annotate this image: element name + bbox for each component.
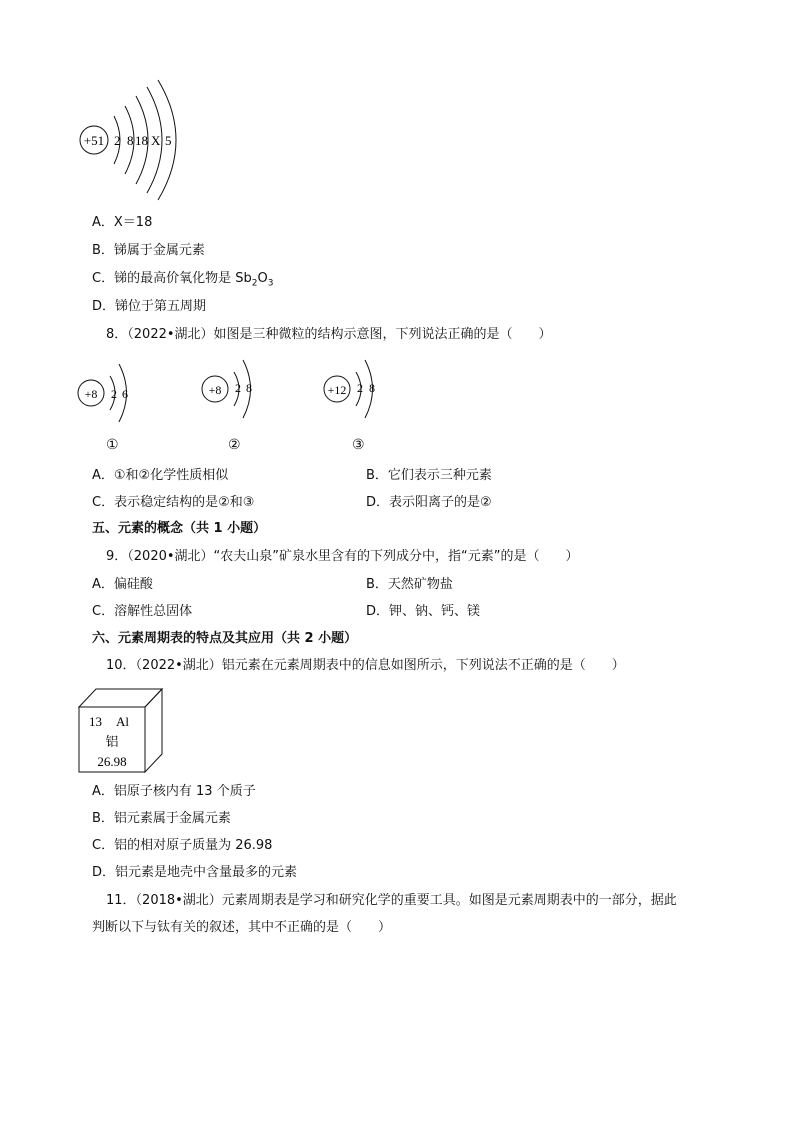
- particle-1-label: ①: [106, 438, 119, 453]
- q8-option-a: A．①和②化学性质相似: [92, 468, 229, 483]
- particle-diagram-2: [200, 352, 270, 426]
- particle-3-shell-2: 8: [369, 381, 375, 395]
- q7-option-a: A．X＝18: [92, 215, 153, 230]
- q8-option-b: B．它们表示三种元素: [366, 468, 492, 483]
- particle-1-shell-2: 6: [122, 387, 128, 401]
- element-name: 铝: [105, 734, 119, 749]
- section-6-heading: 六、元素周期表的特点及其应用（共 2 小题）: [92, 631, 358, 646]
- q10-option-c: C．铝的相对原子质量为 26.98: [92, 838, 273, 853]
- q8-option-d: D．表示阳离子的是②: [366, 495, 492, 510]
- shell-1-electrons: 2: [114, 133, 121, 148]
- q7-option-b: B．锑属于金属元素: [92, 243, 205, 258]
- shell-3-electrons: 18: [135, 133, 148, 148]
- q9-option-c: C．溶解性总固体: [92, 604, 193, 619]
- particle-2-shell-1: 2: [235, 381, 241, 395]
- particle-diagram-3: [322, 352, 392, 426]
- q10-option-b: B．铝元素属于金属元素: [92, 811, 231, 826]
- q11-stem-line-1: 11．（2018•湖北）元素周期表是学习和研究化学的重要工具。如图是元素周期表中的一部分，据此: [106, 893, 677, 908]
- element-mass: 26.98: [97, 754, 127, 769]
- q7-option-c: C．锑的最高价氧化物是 $Sb_2O_3$: [92, 271, 274, 289]
- particle-2-label: ②: [228, 438, 241, 453]
- q7-option-d: D．锑位于第五周期: [92, 299, 207, 314]
- particle-1-nucleus: +8: [84, 387, 98, 401]
- particle-3-shell-1: 2: [357, 381, 363, 395]
- element-atomic-number: 13: [89, 714, 102, 729]
- q9-option-a: A．偏硅酸: [92, 577, 153, 592]
- q9-stem: 9．（2020•湖北）“农夫山泉”矿泉水里含有的下列成分中，指“元素”的是（ ）: [106, 549, 579, 564]
- particle-2-shell-2: 8: [246, 381, 252, 395]
- antimony-atom-diagram: [74, 78, 204, 203]
- particle-2-nucleus: +8: [208, 383, 222, 397]
- q8-option-c: C．表示稳定结构的是②和③: [92, 495, 255, 510]
- q10-option-d: D．铝元素是地壳中含量最多的元素: [92, 865, 298, 880]
- shell-2-electrons: 8: [127, 133, 134, 148]
- shell-4-electrons: X: [151, 133, 161, 148]
- particle-3-label: ③: [352, 438, 365, 453]
- q9-option-b: B．天然矿物盐: [366, 577, 453, 592]
- q10-option-a: A．铝原子核内有 13 个质子: [92, 784, 256, 799]
- q11-stem-line-2: 判断以下与钛有关的叙述，其中不正确的是（ ）: [92, 920, 392, 935]
- particle-1-shell-1: 2: [111, 387, 117, 401]
- atom-nucleus-charge: +51: [83, 133, 105, 148]
- element-symbol: Al: [116, 714, 129, 729]
- shell-5-electrons: 5: [165, 133, 172, 148]
- particle-3-nucleus: +12: [327, 383, 347, 397]
- q9-option-d: D．钾、钠、钙、镁: [366, 604, 481, 619]
- q8-stem: 8．（2022•湖北）如图是三种微粒的结构示意图，下列说法正确的是（ ）: [106, 327, 552, 342]
- q10-stem: 10．（2022•湖北）铝元素在元素周期表中的信息如图所示，下列说法不正确的是（ ）: [106, 658, 625, 673]
- aluminum-element-box: [76, 686, 166, 776]
- particle-diagram-1: [76, 356, 146, 430]
- section-5-heading: 五、元素的概念（共 1 小题）: [92, 521, 267, 536]
